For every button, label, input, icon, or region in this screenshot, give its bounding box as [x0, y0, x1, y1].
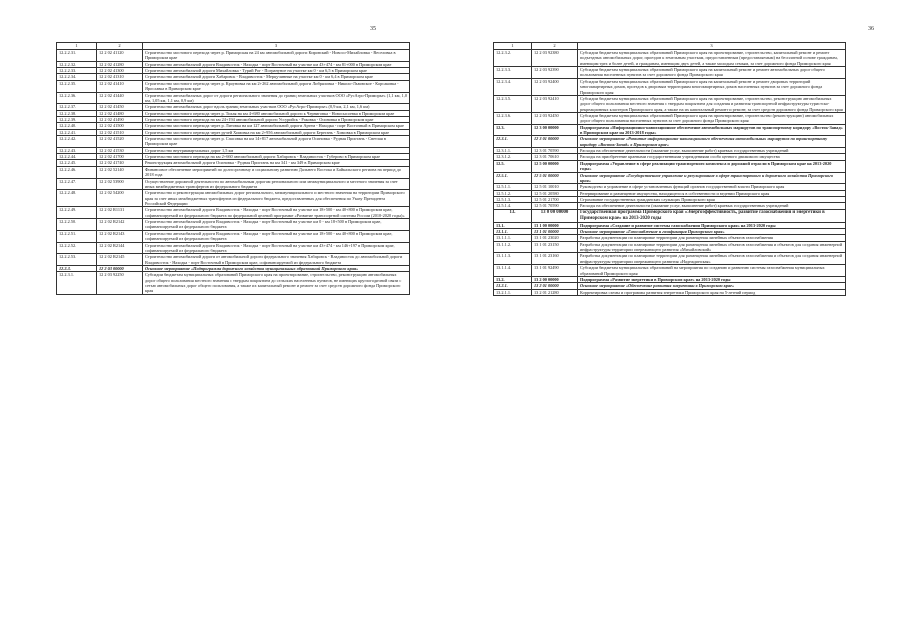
table-row [57, 92, 410, 104]
budget-code-cell: 12 3 01 00000 [532, 136, 578, 148]
description-cell: Разработка документации по планировке территории для размещения линейных объектов газоснабжения и объектов для создания инженерной инфраструктуры территории опережающего развития «Михайловский» [578, 241, 846, 253]
description-cell: Руководство и управление в сфере установленных функций органов государственной власти Приморского края [578, 184, 846, 190]
row-number-cell: 12.2.2.48. [57, 190, 97, 207]
table-row [494, 112, 846, 124]
budget-code-cell: 12 2 02 41280 [97, 61, 143, 67]
budget-code-cell: 13 2 01 00000 [532, 283, 578, 289]
header-col-1: 1 [57, 43, 97, 50]
table-row [494, 209, 846, 222]
budget-code-cell: 12 2 02 R2143 [97, 230, 143, 242]
row-number-cell: 13.1.1.2. [494, 241, 532, 253]
budget-code-cell: 12 2 02 41440 [97, 92, 143, 104]
table-row [494, 253, 846, 265]
table-row [494, 50, 846, 67]
table-row [494, 241, 846, 253]
description-cell: Строительство автомобильных дорог от дороги регионального значения до границ земельных участков ООО «РусАгро-Приморье» (1,1 км, 1,0 км, 1,05 км, 1,1 км, 0,9 км) [143, 92, 410, 104]
row-number-cell: 12.2.3.5. [494, 95, 532, 112]
row-number-cell: 12.2.2.50. [57, 219, 97, 231]
table-row [57, 68, 410, 74]
row-number-cell: 12.5.1.2. [494, 190, 532, 196]
budget-code-cell: 12 2 02 41300 [97, 68, 143, 74]
description-cell: Расходы на обеспечение деятельности (оказание услуг, выполнение работ) краевых государственных учреждений [578, 203, 846, 209]
description-cell: Подпрограмма «Управление в сфере реализации транспортного комплекса и дорожной отрасли в Приморском крае на 2013-2020 годы» [578, 160, 846, 172]
budget-code-cell: 13 1 01 00000 [532, 229, 578, 235]
budget-code-cell: 12 5 01 10010 [532, 184, 578, 190]
budget-code-cell: 12 2 02 R1131 [97, 207, 143, 219]
row-number-cell: 12.2.2.52. [57, 242, 97, 254]
header-col-2: 2 [97, 43, 143, 50]
description-cell: Строительство автомобильной дороги Владивосток - Находка - порт Восточный на участке км 18+500 - км 40+800 в Приморском крае, софинансируемой из федерального бюджета [143, 230, 410, 242]
description-cell: Строительство мостового перехода на км 2+660 автомобильной дороги Хабаровск - Владивосток - Губерово в Приморском крае [143, 154, 410, 160]
row-number-cell: 13.1. [494, 222, 532, 228]
row-number-cell: 13.1.1.4. [494, 265, 532, 277]
description-cell: Строительство внутриквартальных дорог 1,5 км [143, 147, 410, 153]
row-number-cell: 12.2.3.2. [494, 50, 532, 67]
table-row [57, 129, 410, 135]
description-cell: Строительство автомобильной дороги Владивосток - Находка - порт Восточный на участке км 43+474 - км 146+197 в Приморском крае, софинансируемой из федерального бюджета [143, 242, 410, 254]
description-cell: Строительство и реконструкция автомобильных дорог регионального, межмуниципального и местного значения на территории Приморского края за счет иных межбюджетных трансфертов из федерального бюджета, предоставленных для обеспечения по Указу Президента Российской Федерации [143, 190, 410, 207]
row-number-cell: 12.2.2.36. [57, 92, 97, 104]
table-row [57, 190, 410, 207]
budget-code-cell: 12 2 02 54200 [97, 190, 143, 207]
table-header-row [57, 43, 410, 50]
table-row [57, 50, 410, 62]
description-cell: Строительство автомобильной дороги от автомобильной дороги федерального значения Хабаровск - Владивосток до автомобильной дороги Владивосток - Находка - порт Восточный в Приморском крае, софинансируемой из федерального бюджета [143, 254, 410, 266]
row-number-cell: 12.5.1. [494, 172, 532, 184]
budget-code-cell: 12 5 00 00000 [532, 160, 578, 172]
description-cell: Основное мероприятие «Обеспечение развития энергетики в Приморском крае» [578, 283, 846, 289]
description-cell: Строительство мостового перехода через р. Приморская на 24 км автомобильной дороги Кировский - Новосо-Михайловка - Веселовка в Приморском крае [143, 50, 410, 62]
row-number-cell: 12.2.2.37. [57, 104, 97, 110]
row-number-cell: 12.2.2.41. [57, 129, 97, 135]
budget-code-cell: 12 2 02 R2144 [97, 242, 143, 254]
description-cell: Основное мероприятие «Государственное управление и регулирование в сфере транспортного и дорожного хозяйства Приморского края» [578, 172, 846, 184]
budget-code-cell: 12 2 03 00000 [97, 265, 143, 271]
budget-code-cell: 12 2 02 41450 [97, 104, 143, 110]
budget-code-cell: 12 2 03 92390 [532, 67, 578, 79]
budget-code-cell: 12 2 02 41410 [97, 80, 143, 92]
table-row [57, 104, 410, 110]
description-cell: Строительство автомобильной дороги Владивосток - Находка - порт Восточный на участке км 0 - км 18+500 в Приморском крае, софинансируемой из федерального бюджета [143, 219, 410, 231]
row-number-cell: 12.5.1.4. [494, 203, 532, 209]
row-number-cell: 12.2.2.38. [57, 110, 97, 116]
budget-code-cell: 12 3 01 70610 [532, 154, 578, 160]
description-cell: Государственная программа Приморского края «Энергоэффективность, развитие газоснабжения и энергетики в Приморском крае» на 2013-2020 годы [578, 209, 846, 222]
table-row [494, 265, 846, 277]
description-cell: Строительство автомобильной дороги Хабаровск - Владивосток - Мерцучинные на участке км 0 - км 6,4 в Приморском крае [143, 74, 410, 80]
header-col-2: 2 [532, 43, 578, 50]
description-cell: Субсидии бюджетам муниципальных образований Приморского края на проектирование, строительство, капитальный ремонт и ремонт подъездных автомобильных дорог, проездов к земельным участкам, предоставленным (предоставляемым) на бесплатной основе гражданам, имеющим трех и более детей, и гражданам, имеющим двух детей, а также молодым семьям, за счет дорожного фонда Приморского края [578, 50, 846, 67]
header-col-1: 1 [494, 43, 532, 50]
description-cell: Строительство мостового перехода на км 24+194 автомобильной дороги Уссурийск - Раковка - Осиновка в Приморском крае [143, 116, 410, 122]
table-header-row [494, 43, 846, 50]
row-number-cell: 13. [494, 209, 532, 222]
left-page-table [56, 42, 410, 295]
budget-code-cell: 12 2 02 41500 [97, 123, 143, 129]
budget-code-cell: 12 2 03 92450 [532, 112, 578, 124]
budget-code-cell: 12 3 00 00000 [532, 124, 578, 136]
table-row [494, 78, 846, 95]
budget-code-cell: 12 2 03 92400 [532, 78, 578, 95]
budget-code-cell: 12 2 02 52140 [97, 166, 143, 178]
header-col-3: 3 [143, 43, 410, 50]
row-number-cell: 12.2.2.31. [57, 50, 97, 62]
description-cell: Строительство мостового перехода через р. Спасовка на км 14+817 автомобильной дороги Осиновка - Рудная Пристань - Светлая в Приморском крае [143, 136, 410, 148]
right-page-table [493, 42, 846, 296]
budget-code-cell: 12 2 02 53900 [97, 178, 143, 190]
description-cell: Подпрограмма «Создание и развитие системы газоснабжения Приморского края» на 2013-2020 годы [578, 222, 846, 228]
left-table-body [57, 43, 410, 295]
description-cell: Резервирование и размещение имущества, находящегося в собственности и ведении Приморского края [578, 190, 846, 196]
description-cell: Основное мероприятие «Газоснабжение и газификация Приморского края» [578, 229, 846, 235]
table-row [57, 136, 410, 148]
table-row [57, 230, 410, 242]
description-cell: Расходы на приобретение краевыми государственными учреждениями особо ценного движимого имущества [578, 154, 846, 160]
budget-code-cell: 13 1 01 23150 [532, 241, 578, 253]
description-cell: Основное мероприятие «Подпрограмма дорожного хозяйства муниципальных образований Приморского края» [143, 265, 410, 271]
table-row [57, 242, 410, 254]
budget-code-cell: 13 1 01 92490 [532, 265, 578, 277]
row-number-cell: 13.2.1. [494, 283, 532, 289]
table-row [57, 110, 410, 116]
description-cell: Осуществление дорожной деятельности по автомобильным дорогам регионального или межмуниципального и местного значения за счет иных межбюджетных трансфертов из федерального бюджета [143, 178, 410, 190]
row-number-cell: 12.2.3.3. [494, 67, 532, 79]
budget-code-cell: 12 2 02 41510 [97, 129, 143, 135]
description-cell: Строительство автомобильной дороги Владивосток - Находка - порт Восточный на участке км 18+500 - км 40+800 в Приморском крае, софинансируемой из федерального бюджета по федеральной целевой программе «Развитие транспортной системы России (2010-2020 годы)» [143, 207, 410, 219]
row-number-cell: 12.2.2.39. [57, 116, 97, 122]
row-number-cell: 13.2.1.1. [494, 289, 532, 295]
table-row [494, 289, 846, 295]
table-row [494, 172, 846, 184]
row-number-cell: 12.2.3. [57, 265, 97, 271]
row-number-cell: 12.2.2.42. [57, 136, 97, 148]
table-row [57, 272, 410, 294]
table-row [494, 95, 846, 112]
budget-code-cell: 12 5 01 70590 [532, 203, 578, 209]
budget-code-cell: 13 1 01 23020 [532, 235, 578, 241]
description-cell: Строительство мостового перехода через ручей Химовка на км 2+956 автомобильной дороги Берегань - Химовка в Приморском крае [143, 129, 410, 135]
description-cell: Строительство автомобильной дороги Михайловка - Турий Рог - Погрануное на участке км 0 - км 6,5 в Приморском крае [143, 68, 410, 74]
description-cell: Строительство автомобильной дороги Владивосток - Находка - порт Восточный на участке км 43+474 - км 81+000 в Приморском крае [143, 61, 410, 67]
table-row [57, 166, 410, 178]
table-row [494, 136, 846, 148]
row-number-cell: 12.3.1.1. [494, 148, 532, 154]
budget-code-cell: 12 2 02 41120 [97, 50, 143, 62]
budget-code-cell: 12 2 02 41520 [97, 136, 143, 148]
table-row [57, 61, 410, 67]
budget-code-cell: 12 2 02 41740 [97, 160, 143, 166]
row-number-cell: 13.1.1.3. [494, 253, 532, 265]
description-cell: Субсидии бюджетам муниципальных образований Приморского края на капитальный ремонт и ремонт дворовых территорий многоквартирных домов, проездов к дворовым территориям многоквартирных домов населенных пунктов за счет дорожного фонда Приморского края [578, 78, 846, 95]
left-page-number: 35 [370, 26, 376, 32]
description-cell: Строительство мостового перехода через р. Тихая на км 4+680 автомобильной дороги к Черниговка - Новосысоевка в Приморском крае [143, 110, 410, 116]
budget-code-cell: 12 5 01 00000 [532, 172, 578, 184]
budget-code-cell: 13 1 00 00000 [532, 222, 578, 228]
budget-code-cell: 13 2 01 21280 [532, 289, 578, 295]
row-number-cell: 12.2.3.6. [494, 112, 532, 124]
row-number-cell: 12.5. [494, 160, 532, 172]
table-row [57, 74, 410, 80]
row-number-cell: 13.2. [494, 276, 532, 282]
row-number-cell: 12.2.3.4. [494, 78, 532, 95]
description-cell: Субсидии бюджетам муниципальных образований Приморского края на капитальный ремонт и ремонт автомобильных дорог общего пользования населенных пунктов за счет дорожного фонда Приморского края [578, 67, 846, 79]
description-cell: Финансовое обеспечение мероприятий по долгосрочному и социальному развитию Дальнего Востока и Байкальского региона на период до 2018 года [143, 166, 410, 178]
table-row [57, 80, 410, 92]
table-row [57, 123, 410, 129]
budget-code-cell: 12 2 02 R2145 [97, 254, 143, 266]
row-number-cell: 12.2.2.49. [57, 207, 97, 219]
description-cell: Разработка документации по планировке территории для размещения линейных объектов газоснабжения и объектов для создания инженерной инфраструктуры территории опережающего развития «Надеждинская» [578, 253, 846, 265]
row-number-cell: 12.5.1.1. [494, 184, 532, 190]
description-cell: Субсидии бюджетам муниципальных образований на мероприятия по созданию и развитию системы газоснабжения муниципальных образований Приморского края [578, 265, 846, 277]
description-cell: Подпрограмма «Развитие энергетики в Приморском крае» на 2013-2020 годы [578, 276, 846, 282]
description-cell: Расходы на обеспечение деятельности (оказание услуг, выполнение работ) краевых государственных учреждений [578, 148, 846, 154]
budget-code-cell: 12 2 02 41480 [97, 110, 143, 116]
budget-code-cell: 12 2 02 41530 [97, 147, 143, 153]
budget-code-cell: 12 2 02 41310 [97, 74, 143, 80]
row-number-cell: 13.1.1. [494, 229, 532, 235]
row-number-cell: 12.5.1.3. [494, 196, 532, 202]
table-row [494, 160, 846, 172]
description-cell: Основное мероприятие «Развитие информационно-навигационного обеспечения автомобильных маршрутов по транспортному коридору «Восток-Запад» в Приморском крае» [578, 136, 846, 148]
budget-code-cell: 12 2 03 92380 [532, 50, 578, 67]
table-row [57, 116, 410, 122]
right-page-number: 36 [868, 26, 874, 32]
row-number-cell: 12.2.2.35. [57, 80, 97, 92]
description-cell: Корректировка схемы и программы развития энергетики Приморского края на 5-летний период [578, 289, 846, 295]
row-number-cell: 12.3. [494, 124, 532, 136]
description-cell: Строительство мостового перехода через р. Кроуновка на км 2+262 автомобильной дороги Либряловка - Николо-Львовское - Корсаковка - Ярославка в Приморском крае [143, 80, 410, 92]
table-row [494, 124, 846, 136]
budget-code-cell: 13 0 00 00000 [532, 209, 578, 222]
description-cell: Страхование государственных гражданских служащих Приморского края [578, 196, 846, 202]
description-cell: Субсидии бюджетам муниципальных образований Приморского края на проектирование, строительство (реконструкцию) автомобильных дорог общего пользования населенных пунктов за счет дорожного фонда Приморского края [578, 112, 846, 124]
row-number-cell: 12.2.3.1. [57, 272, 97, 294]
table-row [57, 178, 410, 190]
budget-code-cell: 12 2 03 92250 [97, 272, 143, 294]
budget-code-cell: 12 2 02 R2142 [97, 219, 143, 231]
row-number-cell: 12.2.2.46. [57, 166, 97, 178]
row-number-cell: 12.2.2.53. [57, 254, 97, 266]
description-cell: Строительство мостового перехода через р. Литовка на км 127 автомобильной дороги Артем - Находка - порт Восточный в Приморском крае [143, 123, 410, 129]
right-table-body [494, 43, 846, 296]
row-number-cell: 12.2.2.47. [57, 178, 97, 190]
header-col-3: 3 [578, 43, 846, 50]
table-row [57, 207, 410, 219]
row-number-cell: 12.3.1. [494, 136, 532, 148]
table-row [57, 265, 410, 271]
budget-code-cell: 12 2 03 92410 [532, 95, 578, 112]
row-number-cell: 12.2.2.40. [57, 123, 97, 129]
row-number-cell: 12.2.2.51. [57, 230, 97, 242]
row-number-cell: 12.2.2.33. [57, 68, 97, 74]
budget-code-cell: 12 5 01 21700 [532, 196, 578, 202]
budget-code-cell: 12 5 01 20580 [532, 190, 578, 196]
table-row [57, 254, 410, 266]
description-cell: Субсидии бюджетам муниципальных образований Приморского края на проектирование, строительство, реконструкцию автомобильных дорог общего пользования местного значения с твердым покрытием для создания и развития транспортной инфраструктуры туристско-рекреационных кластеров Приморского края, а также на их капитальный ремонт и ремонт, за счет средств дорожного фонда Приморского края [578, 95, 846, 112]
table-row [57, 219, 410, 231]
table-row [494, 67, 846, 79]
budget-code-cell: 13 2 00 00000 [532, 276, 578, 282]
description-cell: Реконструкция автомобильной дороги Осиновка - Рудная Пристань на км 341 - км 349 в Приморском крае [143, 160, 410, 166]
budget-code-cell: 12 2 02 41700 [97, 154, 143, 160]
row-number-cell: 12.2.2.44. [57, 154, 97, 160]
budget-code-cell: 13 1 01 23160 [532, 253, 578, 265]
row-number-cell: 12.2.2.45. [57, 160, 97, 166]
row-number-cell: 12.2.2.43. [57, 147, 97, 153]
row-number-cell: 12.3.1.2. [494, 154, 532, 160]
description-cell: Субсидии бюджетам муниципальных образований Приморского края на проектирование, строительство, реконструкцию автомобильных дорог общего пользования местного значения с твердым покрытием до сельских населенных пунктов, не имеющих круглогодичной связи с сетью автомобильных дорог общего пользования, а также их капитальный ремонт и ремонт за счет средств дорожного фонда Приморского края [143, 272, 410, 294]
budget-code-cell: 12 3 01 70590 [532, 148, 578, 154]
description-cell: Разработка документации по планировке территории для размещения линейных объектов газоснабжения [578, 235, 846, 241]
table-row [57, 154, 410, 160]
description-cell: Подпрограмма «Информационно-навигационное обеспечение автомобильных маршрутов по транспортному коридору «Восток-Запад» в Приморском крае на 2013-2018 годы» [578, 124, 846, 136]
row-number-cell: 13.1.1.1. [494, 235, 532, 241]
row-number-cell: 12.2.2.34. [57, 74, 97, 80]
description-cell: Строительство автомобильных дорог вдоль границ земельных участков ООО «РусАгро-Приморье» (0,9 км, 2,1 км, 1,6 км) [143, 104, 410, 110]
budget-code-cell: 12 2 02 41490 [97, 116, 143, 122]
row-number-cell: 12.2.2.32. [57, 61, 97, 67]
